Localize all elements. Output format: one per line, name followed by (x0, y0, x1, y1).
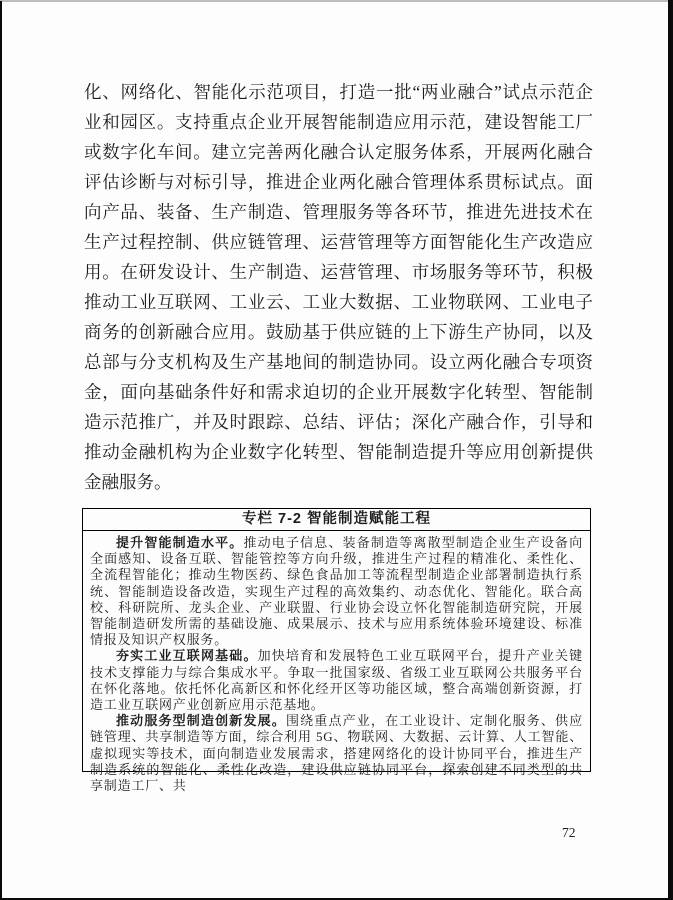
page-number: 72 (562, 825, 576, 840)
body-line: 商务的创新融合应用。鼓励基于供应链的上下游生产协同，以及 (84, 322, 593, 342)
panel-body (83, 531, 590, 798)
panel-paragraph (90, 535, 583, 648)
panel-paragraph (90, 713, 583, 794)
body-line: 业和园区。支持重点企业开展智能制造应用示范，建设智能工厂 (84, 112, 593, 132)
paragraph-lead: 推动服务型制造创新发展。 (116, 713, 286, 729)
body-line: 评估诊断与对标引导，推进企业两化融合管理体系贯标试点。面 (84, 172, 593, 192)
paragraph-lead: 夯实工业互联网基础。 (116, 648, 258, 664)
body-line: 推动金融机构为企业数字化转型、智能制造提升等应用创新提供 (84, 442, 593, 462)
body-line: 金融服务。 (84, 472, 172, 492)
paragraph-lead: 提升智能制造水平。 (116, 535, 244, 550)
body-line: 总部与分支机构及生产基地间的制造协同。设立两化融合专项资 (84, 352, 593, 372)
body-line: 造示范推广，并及时跟踪、总结、评估；深化产融合作，引导和 (84, 412, 593, 432)
panel-title: 专栏 7-2 智能制造赋能工程 (83, 509, 590, 531)
paragraph-text: 围绕重点产业，在工业设计、定制化服务、供应链管理、共享制造等方面，综合利用 5G、物联网、大数据、云计算、人工智能、虚拟现实等技术，面向制造业发展需求，搭建网络化的设计协同平台，推进生产制造系统的智能化、柔性化改造，建设供应链协同平台，探索创建不同类型的共享制造工厂、共 (90, 713, 583, 794)
body-paragraph (84, 77, 593, 497)
body-line: 向产品、装备、生产制造、管理服务等各环节，推进先进技术在 (84, 202, 593, 222)
body-line: 化、网络化、智能化示范项目，打造一批“两业融合”试点示范企 (84, 82, 593, 102)
special-column-panel (82, 508, 591, 794)
paragraph-text: 加快培育和发展特色工业互联网平台，提升产业关键技术支撑能力与综合集成水平。争取一批国家级、省级工业互联网公共服务平台在怀化落地。依托怀化高新区和怀化经开区等功能区域，整合高端创新资源，打造工业互联网产业创新应用示范基地。 (90, 648, 583, 713)
paragraph-text: 推动电子信息、装备制造等离散型制造企业生产设备向全面感知、设备互联、智能管控等方向升级，推进生产过程的精准化、柔性化、全流程智能化；推动生物医药、绿色食品加工等流程型制造企业部署制造执行系统、智能制造设备改造，实现生产过程的高效集约、动态优化、智能化。联合高校、科研院所、龙头企业、产业联盟、行业协会设立怀化智能制造研究院，开展智能制造研发所需的基础设施、成果展示、技术与应用系统体验环境建设、标准情报及知识产权服务。 (90, 535, 584, 648)
body-line: 或数字化车间。建立完善两化融合认定服务体系，开展两化融合 (84, 142, 593, 162)
body-line: 推动工业互联网、工业云、工业大数据、工业物联网、工业电子 (84, 292, 593, 312)
body-line: 金，面向基础条件好和需求迫切的企业开展数字化转型、智能制 (84, 382, 593, 402)
page-edge-right (668, 0, 673, 900)
body-line: 用。在研发设计、生产制造、运营管理、市场服务等环节，积极 (84, 262, 593, 282)
body-line: 生产过程控制、供应链管理、运营管理等方面智能化生产改造应 (84, 232, 593, 252)
panel-paragraph (90, 648, 583, 713)
page-edge-left (0, 1, 2, 900)
page-edge-top (0, 0, 673, 2)
